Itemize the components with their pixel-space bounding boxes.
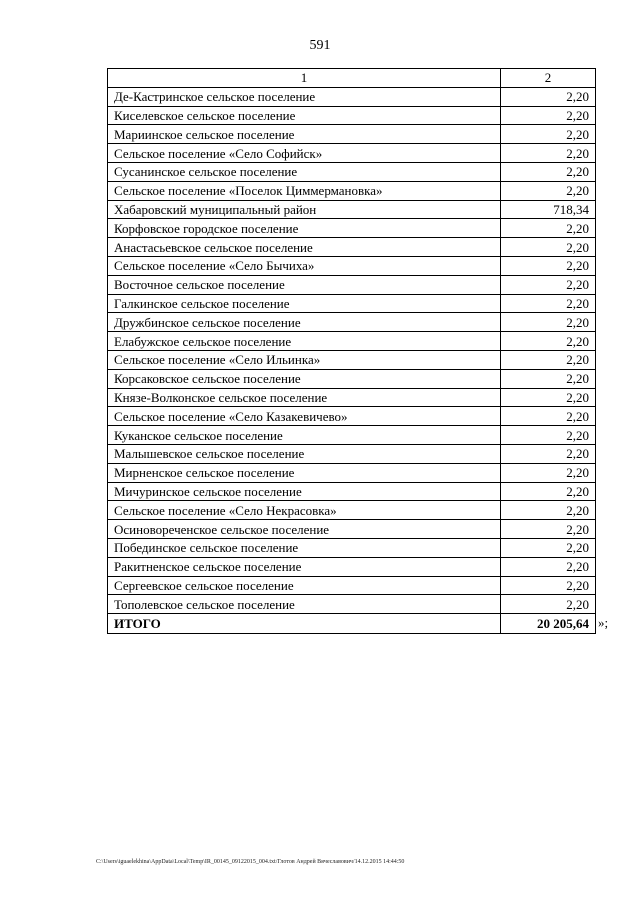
settlement-name-cell: Сергеевское сельское поселение bbox=[108, 576, 501, 595]
value-cell: 2,20 bbox=[501, 426, 596, 445]
settlement-name-cell: Восточное сельское поселение bbox=[108, 275, 501, 294]
settlement-name-cell: Анастасьевское сельское поселение bbox=[108, 238, 501, 257]
settlement-name-cell: Тополевское сельское поселение bbox=[108, 595, 501, 614]
settlement-name-cell: Сельское поселение «Село Казакевичево» bbox=[108, 407, 501, 426]
closing-quote-mark: »; bbox=[598, 615, 609, 630]
table-row bbox=[108, 200, 596, 219]
value-cell: 2,20 bbox=[501, 595, 596, 614]
value-cell: 2,20 bbox=[501, 501, 596, 520]
table-row bbox=[108, 407, 596, 426]
settlement-name-cell: Корсаковское сельское поселение bbox=[108, 369, 501, 388]
total-row bbox=[108, 614, 596, 634]
table-row bbox=[108, 256, 596, 275]
table-row bbox=[108, 332, 596, 351]
table-row bbox=[108, 350, 596, 369]
settlement-name-cell: Сельское поселение «Село Софийск» bbox=[108, 144, 501, 163]
total-label: ИТОГО bbox=[108, 614, 501, 634]
settlement-name-cell: Князе-Волконское сельское поселение bbox=[108, 388, 501, 407]
table-row bbox=[108, 557, 596, 576]
total-value: 20 205,64 bbox=[501, 614, 596, 634]
table-row bbox=[108, 463, 596, 482]
table-row bbox=[108, 576, 596, 595]
settlement-name-cell: Малышевское сельское поселение bbox=[108, 444, 501, 463]
table-row bbox=[108, 426, 596, 445]
settlement-name-cell: Галкинское сельское поселение bbox=[108, 294, 501, 313]
table-row bbox=[108, 106, 596, 125]
settlement-name-cell: Мариинское сельское поселение bbox=[108, 125, 501, 144]
value-cell: 2,20 bbox=[501, 106, 596, 125]
settlement-name-cell: Побединское сельское поселение bbox=[108, 538, 501, 557]
settlement-name-cell: Мирненское сельское поселение bbox=[108, 463, 501, 482]
value-cell: 2,20 bbox=[501, 520, 596, 539]
value-cell: 2,20 bbox=[501, 294, 596, 313]
table-row bbox=[108, 369, 596, 388]
value-cell: 2,20 bbox=[501, 256, 596, 275]
value-cell: 2,20 bbox=[501, 538, 596, 557]
data-table bbox=[107, 68, 596, 634]
settlement-name-cell: Сельское поселение «Село Ильинка» bbox=[108, 350, 501, 369]
table-row bbox=[108, 538, 596, 557]
table-row bbox=[108, 87, 596, 106]
table-row bbox=[108, 238, 596, 257]
table-row bbox=[108, 181, 596, 200]
settlement-name-cell: Хабаровский муниципальный район bbox=[108, 200, 501, 219]
value-cell: 2,20 bbox=[501, 144, 596, 163]
table-row bbox=[108, 125, 596, 144]
table-row bbox=[108, 144, 596, 163]
table-row bbox=[108, 520, 596, 539]
value-cell: 2,20 bbox=[501, 444, 596, 463]
table-row bbox=[108, 294, 596, 313]
value-cell: 2,20 bbox=[501, 87, 596, 106]
value-cell: 2,20 bbox=[501, 275, 596, 294]
settlement-name-cell: Ракитненское сельское поселение bbox=[108, 557, 501, 576]
table-row bbox=[108, 275, 596, 294]
table-row bbox=[108, 313, 596, 332]
settlement-name-cell: Сусанинское сельское поселение bbox=[108, 162, 501, 181]
value-cell: 2,20 bbox=[501, 125, 596, 144]
settlement-name-cell: Сельское поселение «Село Некрасовка» bbox=[108, 501, 501, 520]
column-header-2: 2 bbox=[501, 69, 596, 88]
value-cell: 2,20 bbox=[501, 557, 596, 576]
table-row bbox=[108, 388, 596, 407]
settlement-name-cell: Куканское сельское поселение bbox=[108, 426, 501, 445]
value-cell: 718,34 bbox=[501, 200, 596, 219]
value-cell: 2,20 bbox=[501, 219, 596, 238]
value-cell: 2,20 bbox=[501, 238, 596, 257]
value-cell: 2,20 bbox=[501, 482, 596, 501]
table-row bbox=[108, 444, 596, 463]
table-row bbox=[108, 162, 596, 181]
value-cell: 2,20 bbox=[501, 162, 596, 181]
settlement-name-cell: Сельское поселение «Поселок Циммермановка» bbox=[108, 181, 501, 200]
value-cell: 2,20 bbox=[501, 332, 596, 351]
value-cell: 2,20 bbox=[501, 369, 596, 388]
settlement-name-cell: Киселевское сельское поселение bbox=[108, 106, 501, 125]
value-cell: 2,20 bbox=[501, 313, 596, 332]
settlement-name-cell: Мичуринское сельское поселение bbox=[108, 482, 501, 501]
table-row bbox=[108, 501, 596, 520]
settlement-name-cell: Осиновореченское сельское поселение bbox=[108, 520, 501, 539]
value-cell: 2,20 bbox=[501, 388, 596, 407]
value-cell: 2,20 bbox=[501, 576, 596, 595]
table-row bbox=[108, 482, 596, 501]
table-row bbox=[108, 595, 596, 614]
value-cell: 2,20 bbox=[501, 181, 596, 200]
table-header-row bbox=[108, 69, 596, 88]
column-header-1: 1 bbox=[108, 69, 501, 88]
page-number: 591 bbox=[309, 38, 331, 53]
value-cell: 2,20 bbox=[501, 350, 596, 369]
settlement-name-cell: Де-Кастринское сельское поселение bbox=[108, 87, 501, 106]
value-cell: 2,20 bbox=[501, 407, 596, 426]
settlement-name-cell: Сельское поселение «Село Бычиха» bbox=[108, 256, 501, 275]
settlement-name-cell: Елабужское сельское поселение bbox=[108, 332, 501, 351]
value-cell: 2,20 bbox=[501, 463, 596, 482]
settlement-name-cell: Корфовское городское поселение bbox=[108, 219, 501, 238]
file-path-footer: C:\Users\iguaelekhina\AppData\Local\Temp\IR_00145_09122015_004.txt/Глотов Андрей Вячеславович/14.12.2015 14:44:50 bbox=[96, 859, 405, 865]
table-row bbox=[108, 219, 596, 238]
settlement-name-cell: Дружбинское сельское поселение bbox=[108, 313, 501, 332]
